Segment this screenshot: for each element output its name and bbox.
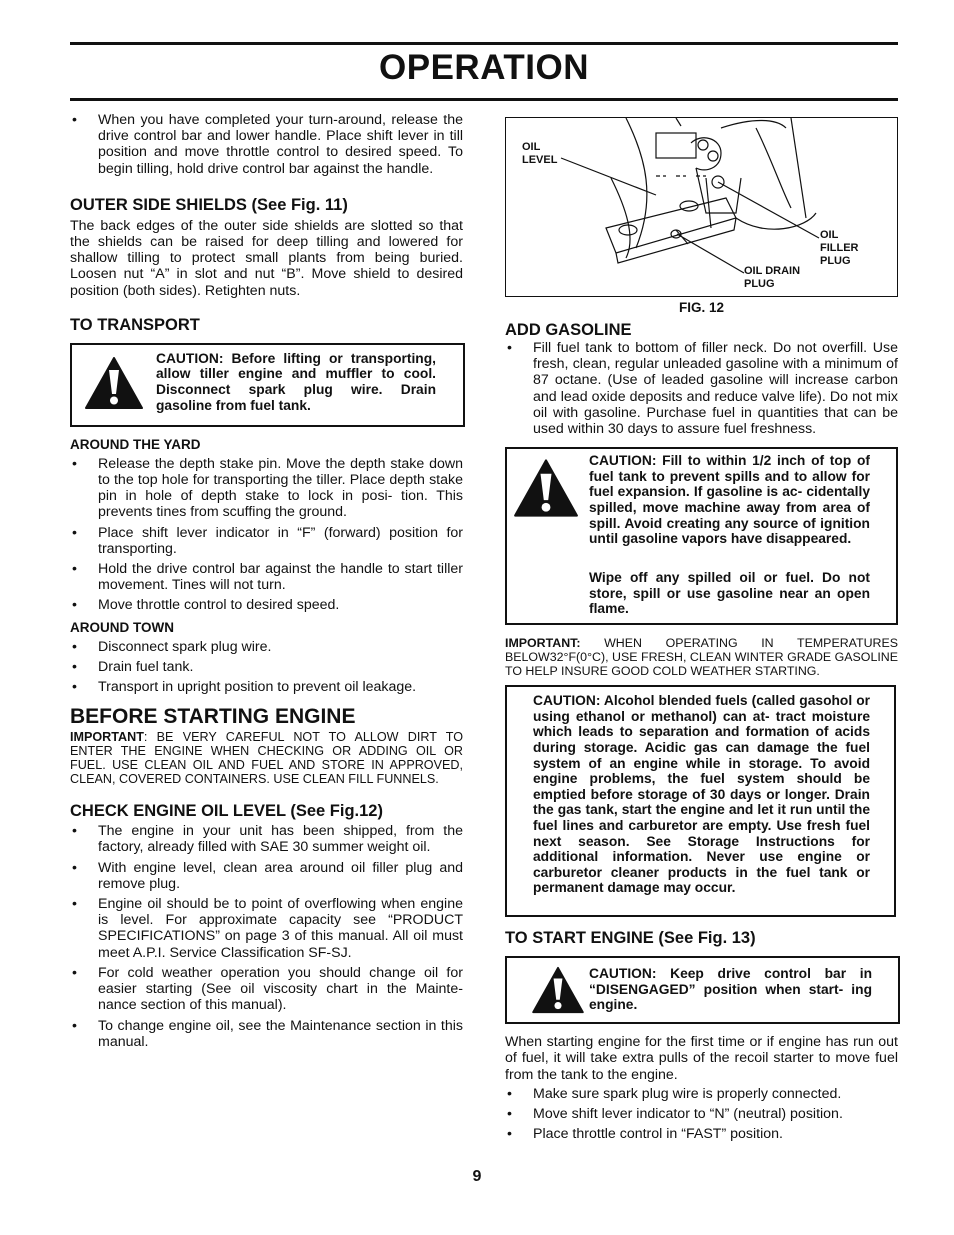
important-text: : BE VERY CAREFUL NOT TO ALLOW DIRT TO ENTER THE ENGINE WHEN CHECKING OR ADDING OIL OR FUEL. USE CLEAN OIL AND FUEL AND STORE IN APPROVED, CLEAN, COVERED CONTAINERS. USE CLEAN FILL FUNNELS. [70,730,463,787]
list-item: • Drain fuel tank. [70,659,463,675]
list-item: • Make sure spark plug wire is properly connected. [505,1086,898,1102]
list-item: • Fill fuel tank to bottom of filler neck. Do not overfill. Use fresh, clean, regular unleaded gasoline with a minimum of 87 octane. (Use of leaded gasoline will increase carbon and lead oxide deposits and reduce valve life). Do not mix oil with gasoline. Purchase fuel in quantities that can be used within 30 days to assure fuel freshness. [505,340,898,437]
oil-level-bullets [70,823,463,1050]
warning-icon [513,458,579,518]
outer-shields-text: The back edges of the outer side shields are slotted so that the shields can be raised for deep tilling and lowered for shallow tilling to protect small plants from being buried. Loosen nut “A” in slot and nut “B”. Move shield to desired position (both sides). Retighten nuts. [70,217,463,299]
list-item: • Move shift lever indicator to “N” (neutral) position. [505,1106,898,1122]
alcohol-caution-text: CAUTION: Alcohol blended fuels (called gasohol or using ethanol or methanol) can at- tract moisture which leads to separation and formation of acids during storage. Acidic gas can damage the fuel system of an engine while in storage. To avoid engine problems, the fuel system should be emptied before storage of 30 days or longer. Drain the gas tank, start the engine and let it run until the fuel lines and carburetor are empty. Use fresh fuel next season. See Storage Instructions for additional information. Never use engine or carburetor cleaner products in the fuel tank or permanent damage may occur. [533,693,870,896]
oil-drain-plug-label: OIL DRAIN PLUG [744,265,801,290]
before-start-heading: BEFORE STARTING ENGINE [70,705,356,729]
start-bullets [505,1086,898,1143]
gasoline-important [505,636,898,678]
list-item: • Place shift lever indicator in “F” (forward) position for transporting. [70,525,463,557]
warning-icon [84,356,144,410]
list-item: • Engine oil should be to point of overflowing when engine is level. For approximate capacity see “PRODUCT SPECIFICATIONS” on page 3 of this manual. All oil must meet A.P.I. Service Classification SF-SJ. [70,896,463,961]
oil-level-label: OIL LEVEL [522,141,558,166]
fuel-caution-wipe: Wipe off any spilled oil or fuel. Do not store, spill or use gasoline near an open flame. [589,570,870,617]
page-number: 9 [472,1168,482,1185]
start-caution-box [505,956,900,1024]
gasoline-bullets [505,340,898,437]
fuel-caution-text: CAUTION: Fill to within 1/2 inch of top of fuel tank to prevent spills and to allow for fuel expansion. If gasoline is ac- cidentally spilled, move machine away from area of spill. Avoid creating any source of ignition until gasoline vapors have disappeared. [589,453,870,547]
top-rule [70,42,898,45]
before-start-important [70,730,463,786]
engine-illustration [506,118,899,298]
list-item: • Place throttle control in “FAST” position. [505,1126,898,1142]
page-title: OPERATION [379,48,589,87]
oil-filler-plug-label: OIL FILLER PLUG [820,229,859,267]
town-bullets [70,639,463,696]
around-yard-heading: AROUND THE YARD [70,436,201,452]
transport-caution-box [70,343,465,427]
list-item: • With engine level, clean area around oil filler plug and remove plug. [70,860,463,892]
gasoline-heading: ADD GASOLINE [505,321,632,339]
important-label: IMPORTANT [70,730,144,745]
around-town-heading: AROUND TOWN [70,619,174,635]
list-item: • For cold weather operation you should change oil for easier starting (See oil viscosity chart in the Mainte- nance section of this manual). [70,965,463,1014]
figure-caption: FIG. 12 [678,300,724,315]
list-item: • Release the depth stake pin. Move the depth stake down to the top hole for transporting the tiller. Place depth stake pin in hole of depth stake to lock in posi- tion. This prevents tines from scuffing the ground. [70,456,463,521]
start-engine-text: When starting engine for the first time or if engine has run out of fuel, it will take extra pulls of the recoil starter to move fuel from the tank to the engine. [505,1034,898,1083]
left-column [70,112,463,1054]
list-item: • Move throttle control to desired speed. [70,597,463,613]
alcohol-caution-box [505,685,896,917]
figure-12 [505,117,898,297]
list-item: • The engine in your unit has been shipped, from the factory, already filled with SAE 30 summer weight oil. [70,823,463,855]
right-column [505,117,898,1146]
transport-heading: TO TRANSPORT [70,315,200,334]
list-item: • Transport in upright position to prevent oil leakage. [70,679,463,695]
yard-bullets [70,456,463,614]
list-item: • To change engine oil, see the Maintenance section in this manual. [70,1018,463,1050]
important-text: WHEN OPERATING IN TEMPERATURES BELOW32°F(0°C), USE FRESH, CLEAN WINTER GRADE GASOLINE TO HELP INSURE GOOD COLD WEATHER STARTING. [505,636,898,679]
intro-bullets [70,112,463,177]
oil-level-heading: CHECK ENGINE OIL LEVEL (See Fig.12) [70,802,383,821]
outer-shields-heading: OUTER SIDE SHIELDS (See Fig. 11) [70,195,348,214]
transport-caution-text: CAUTION: Before lifting or transporting, allow tiller engine and muffler to cool. Disconnect spark plug wire. Drain gasoline from fuel tank. [156,350,436,413]
start-caution-text: CAUTION: Keep drive control bar in “DISENGAGED” position when start- ing engine. [589,966,872,1013]
list-item: • When you have completed your turn-around, release the drive control bar and lower handle. Place shift lever in till position and move throttle control to desired speed. To begin tilling, hold drive control bar against the handle. [70,112,463,177]
title-rule [70,98,898,101]
start-engine-heading: TO START ENGINE (See Fig. 13) [505,929,756,948]
fuel-caution-box [505,447,898,625]
list-item: • Disconnect spark plug wire. [70,639,463,655]
warning-icon [531,966,585,1014]
important-label: IMPORTANT: [505,636,581,651]
list-item: • Hold the drive control bar against the handle to start tiller movement. Tines will not turn. [70,561,463,593]
